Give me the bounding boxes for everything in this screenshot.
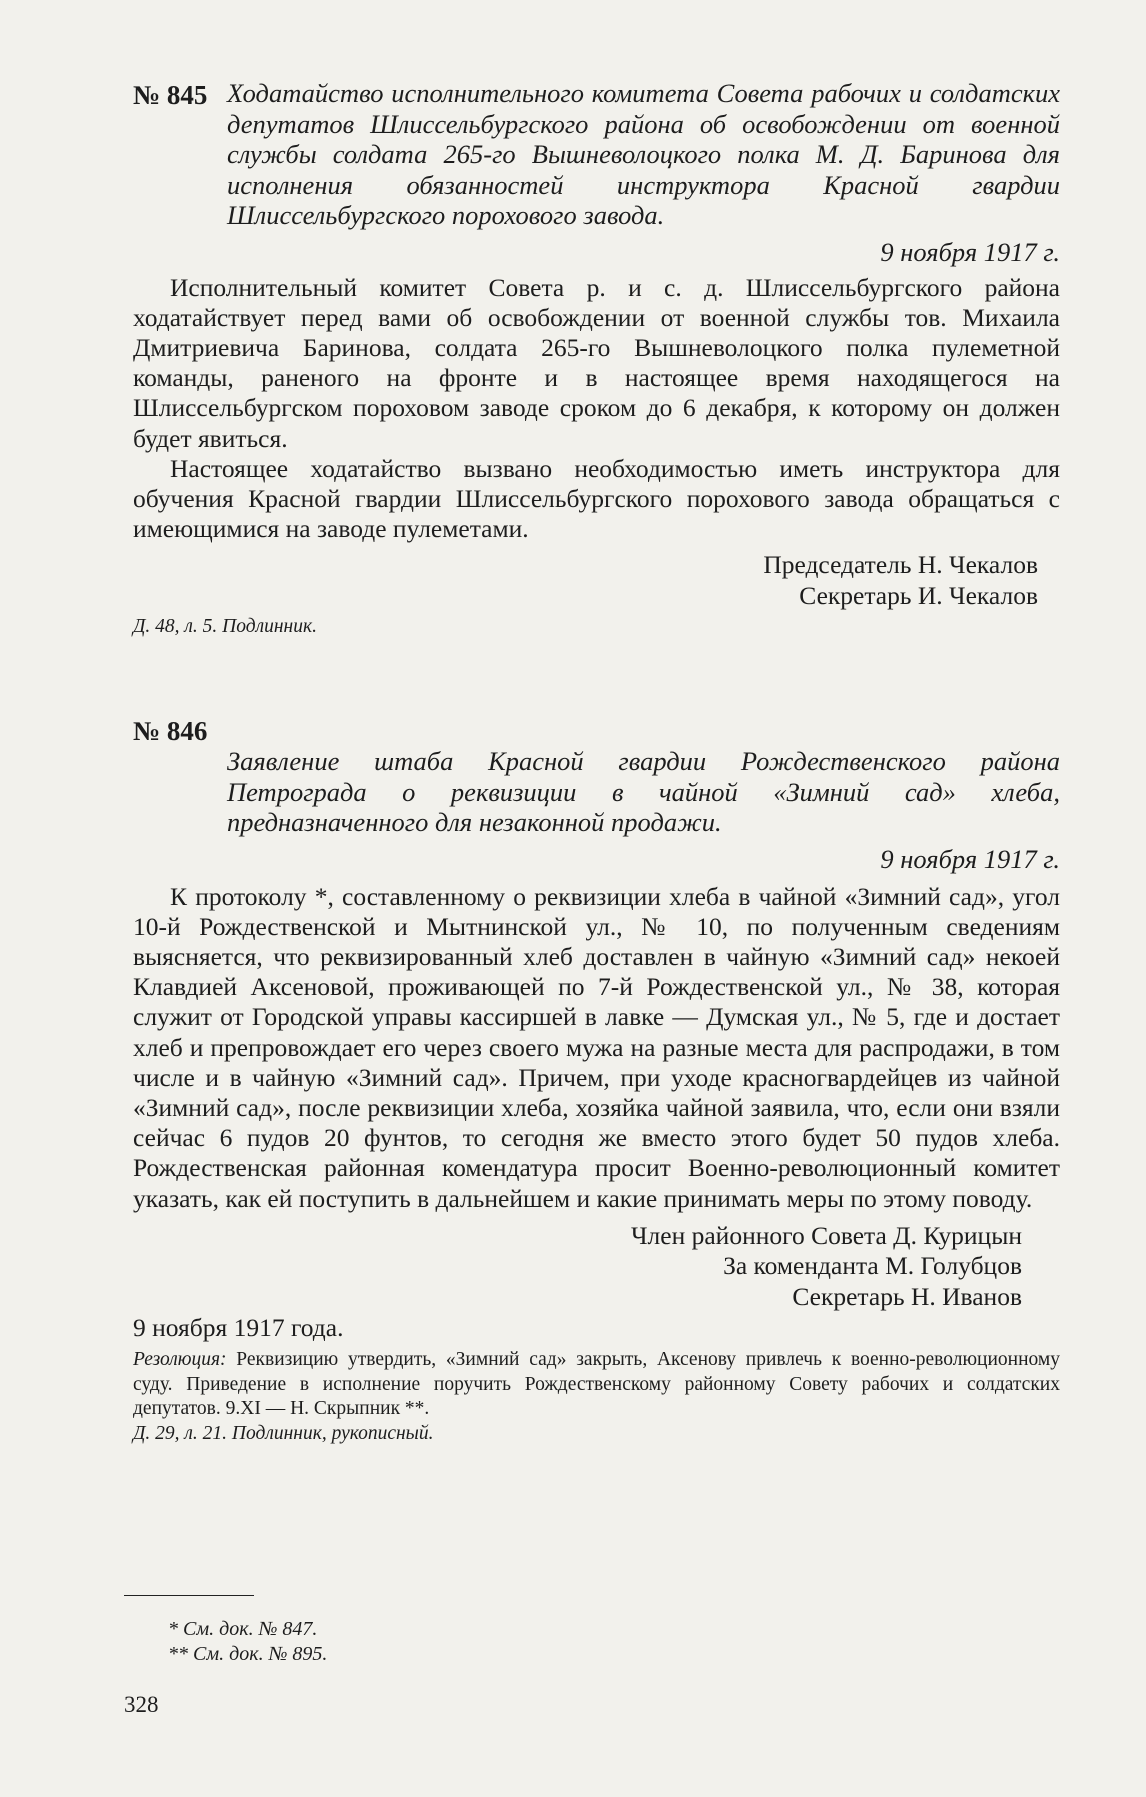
signatures — [133, 1221, 1060, 1313]
resolution — [133, 1348, 1060, 1422]
body-paragraph: Исполнительный комитет Совета р. и с. д. Шлиссельбургского района ходатайствует перед вами об освобождении от военной службы тов. Михаила Дмитриевича Баринова, солдата 265-го Вышневолоцкого полка пулеметной команды, раненого на фронте и в настоящее время находящегося на Шлиссельбургском пороховом заводе сроком до 6 декабря, к которому он должен будет явиться. — [133, 272, 1060, 453]
document-heading: Заявление штаба Красной гвардии Рождественского района Петрограда о реквизиции в чайной «Зимний сад» хлеба, предназначенного для незаконной продажи. — [227, 746, 1060, 837]
signature-line: Член районного Совета Д. Курицын — [630, 1220, 1022, 1250]
resolution-label: Резолюция: — [133, 1349, 227, 1371]
signature-line: За коменданта М. Голубцов — [723, 1251, 1022, 1281]
resolution-text: Реквизицию утвердить, «Зимний сад» закрыть, Аксенову привлечь к военно-революционному суду. Приведение в исполнение поручить Рождественскому районному Совету рабочих и солдатских депутатов. 9.XI — Н. Скрыпник **. — [133, 1349, 1061, 1420]
body-paragraph: К протоколу *, составленному о реквизиции хлеба в чайной «Зимний сад», угол 10-й Рождественской и Мытнинской ул., № 10, по полученным сведениям выясняется, что реквизированный хлеб доставлен в чайную «Зимний сад» некоей Клавдией Аксеновой, проживающей по 7-й Рождественской ул., № 38, которая служит от Городской управы кассиршей в лавке — Думская ул., № 5, где и достает хлеб и препровождает его через своего мужа на разные места для распродажи, в том числе и в чайную «Зимний сад». Причем, при уходе красногвардейцев из чайной «Зимний сад», после реквизиции хлеба, хозяйка чайной заявила, что, если они взяли сейчас 6 пудов 20 фунтов, то сегодня же вместо этого будет 50 пудов хлеба. Рождественская районная комендатура просит Военно-революционный комитет указать, как ей поступить в дальнейшем и какие принимать меры по этому поводу. — [133, 881, 1060, 1213]
document-heading: Ходатайство исполнительного комитета Совета рабочих и солдатских депутатов Шлиссельбургского района об освобождении от военной службы солдата 265-го Вышневолоцкого полка М. Д. Баринова для исполнения обязанностей инструктора Красной гвардии Шлиссельбургского порохового завода. — [227, 78, 1060, 230]
document-845 — [133, 78, 1060, 639]
page-number: 328 — [124, 1692, 159, 1717]
footnote-divider — [124, 1595, 254, 1596]
signature-line: Председатель Н. Чекалов — [763, 550, 1038, 580]
document-number: № 846 — [133, 716, 208, 746]
footnotes — [168, 1617, 327, 1667]
closing-date: 9 ноября 1917 года. — [133, 1313, 344, 1343]
footnote: * См. док. № 847. — [168, 1618, 318, 1640]
document-body — [133, 273, 1060, 545]
signature-line: Секретарь Н. Иванов — [792, 1281, 1022, 1311]
document-number: № 845 — [133, 80, 208, 110]
archive-source: Д. 48, л. 5. Подлинник. — [133, 616, 317, 638]
document-date: 9 ноября 1917 г. — [880, 236, 1060, 267]
archive-source: Д. 29, л. 21. Подлинник, рукописный. — [133, 1422, 434, 1444]
document-body — [133, 882, 1060, 1214]
signatures — [133, 550, 1060, 611]
signature-line: Секретарь И. Чекалов — [799, 580, 1038, 610]
body-paragraph: Настоящее ходатайство вызвано необходимостью иметь инструктора для обучения Красной гвардии Шлиссельбургского порохового завода обращаться с имеющимися на заводе пулеметами. — [133, 453, 1060, 544]
footnote: ** См. док. № 895. — [168, 1643, 328, 1665]
document-846 — [133, 714, 1060, 1446]
document-date: 9 ноября 1917 г. — [880, 843, 1060, 874]
